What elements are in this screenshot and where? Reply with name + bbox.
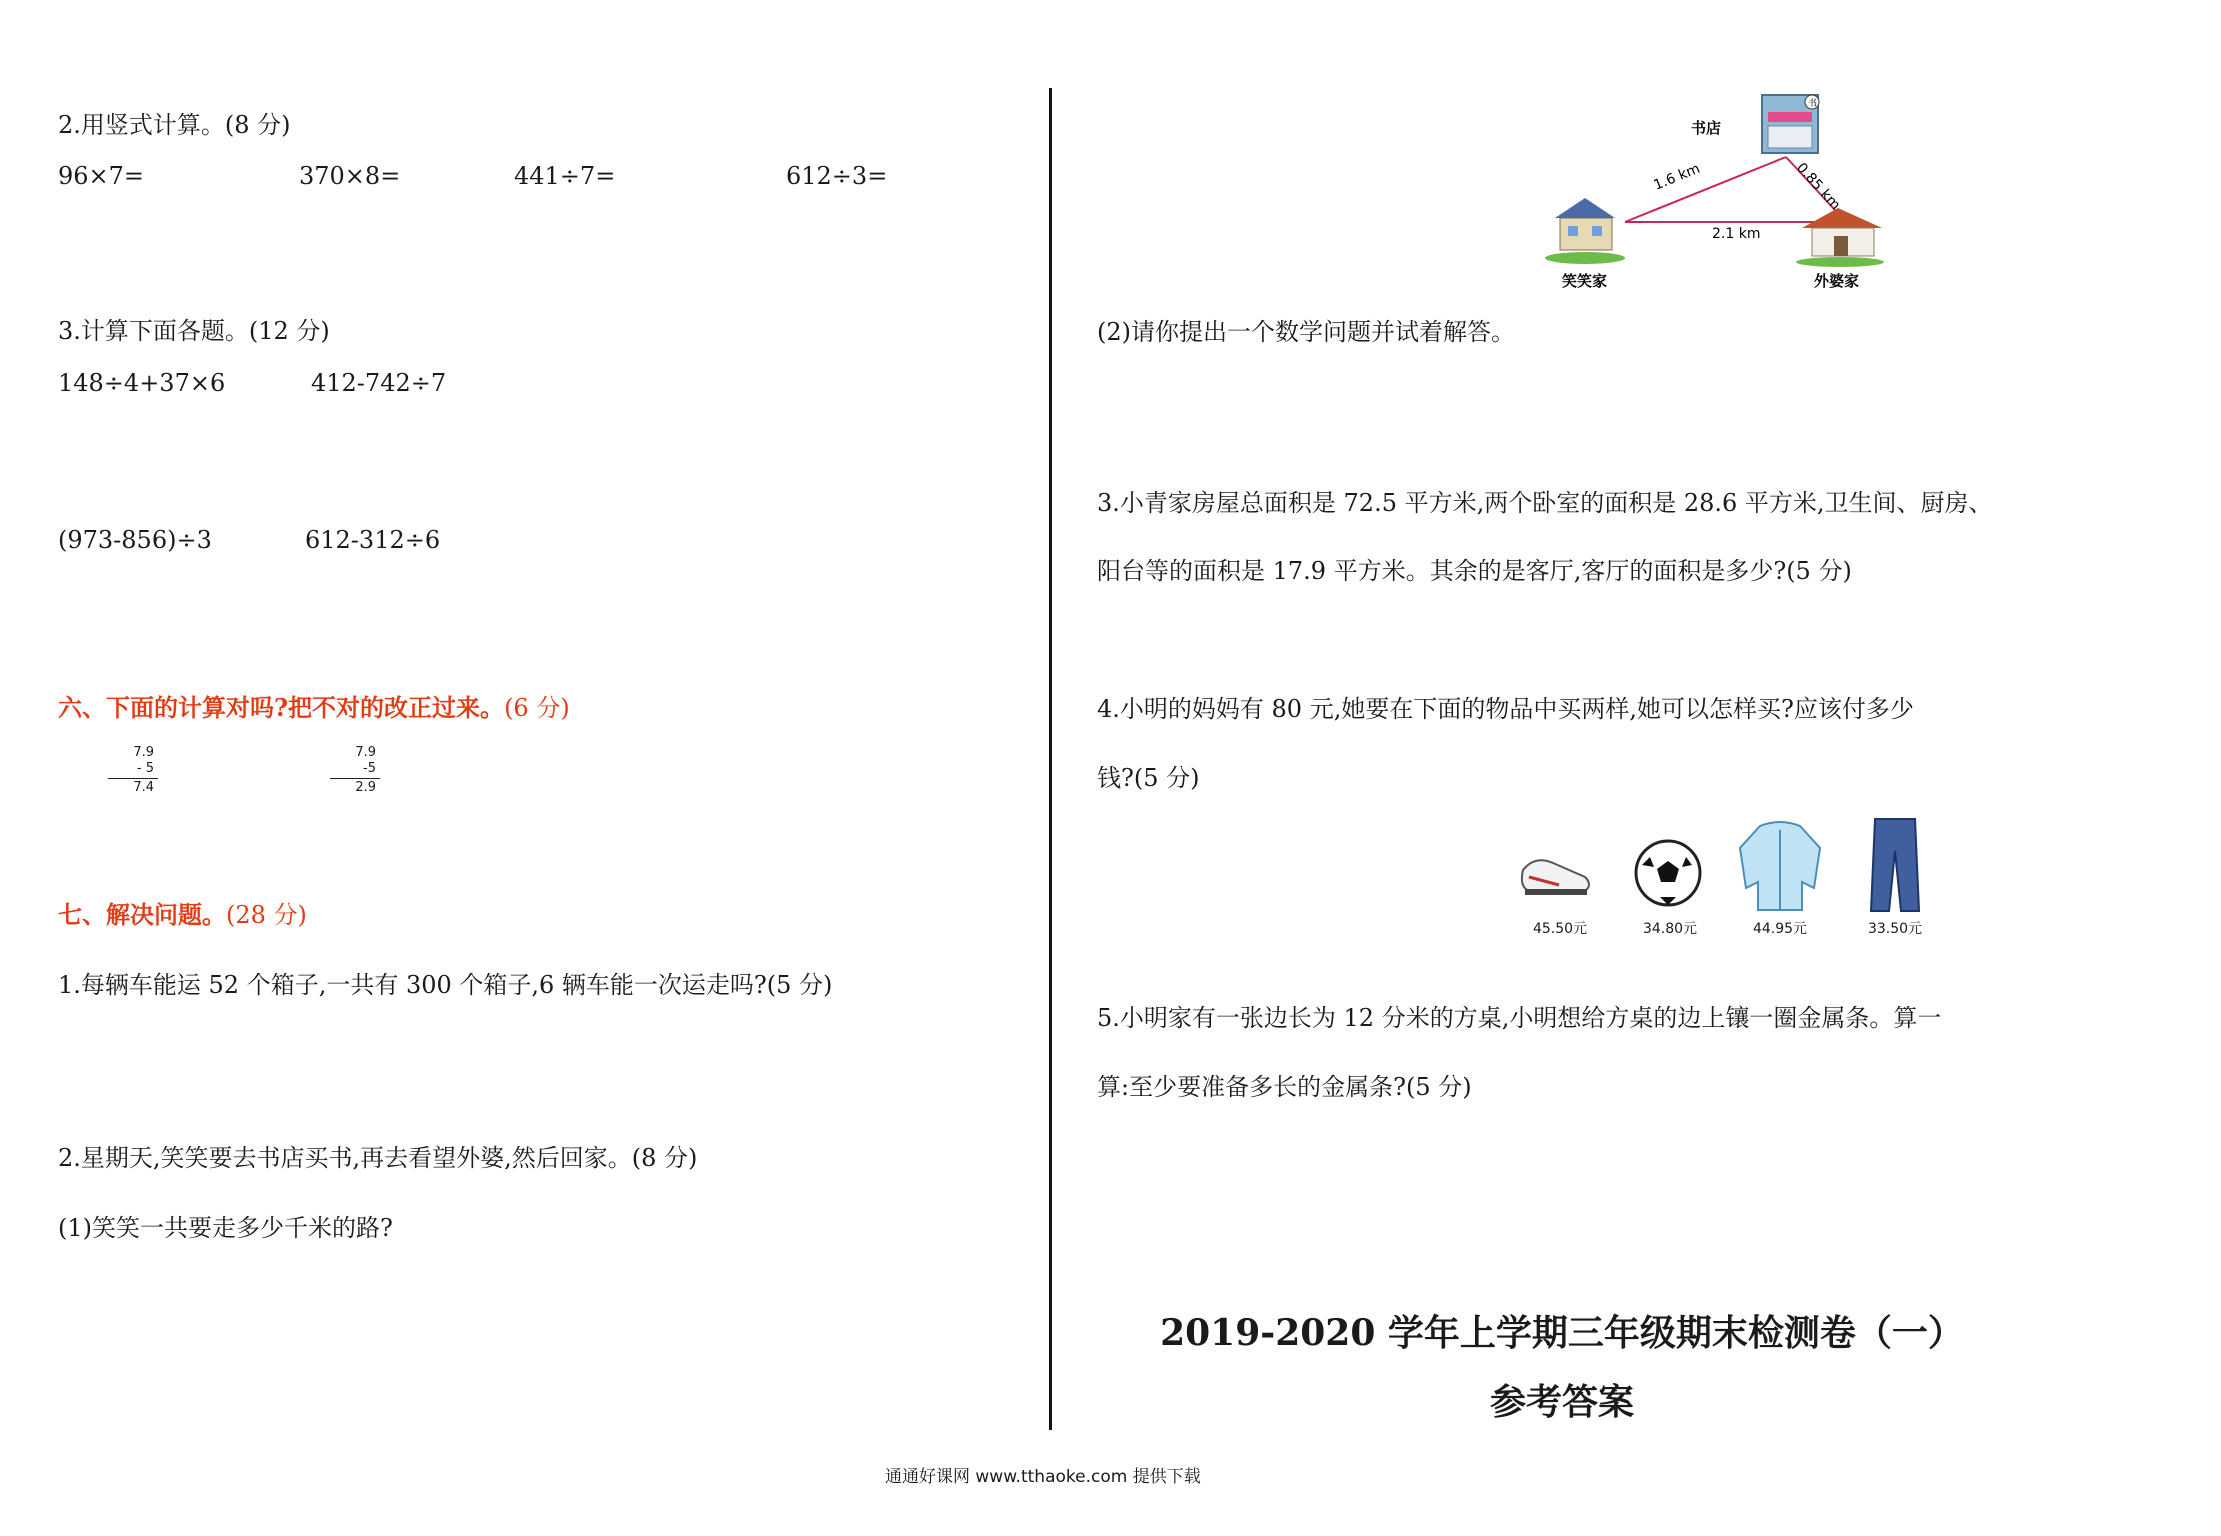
problem-2-part-1: (1)笑笑一共要走多少千米的路? (58, 1214, 393, 1242)
problem-3-line-2: 阳台等的面积是 17.9 平方米。其余的是客厅,客厅的面积是多少?(5 分) (1097, 557, 1852, 585)
distance-bookstore-grandma: 0.85 km (1793, 159, 1844, 214)
problem-2-part-2: (2)请你提出一个数学问题并试着解答。 (1097, 318, 1515, 346)
section-7-points: (28 分) (226, 901, 307, 929)
label-home: 笑笑家 (1562, 272, 1608, 290)
q2-item-2: 370×8= (299, 162, 401, 190)
q3-expr-3: (973-856)÷3 (58, 526, 212, 554)
calc1-line (108, 778, 158, 779)
vertical-calc-2 (330, 745, 380, 796)
bookstore-sign: 书 (1808, 99, 1818, 109)
footer-credit: 通通好课网 www.tthaoke.com 提供下载 (885, 1467, 1201, 1487)
problem-4-line-2: 钱?(5 分) (1097, 764, 1200, 792)
calc1-top: 7.9 (133, 745, 154, 760)
calc2-sub: -5 (363, 761, 376, 776)
problem-1: 1.每辆车能运 52 个箱子,一共有 300 个箱子,6 辆车能一次运走吗?(5 分) (58, 971, 833, 999)
exam-title: 2019-2020 学年上学期三年级期末检测卷（一） (1160, 1312, 1964, 1354)
column-divider (1049, 88, 1052, 1430)
price-jeans: 33.50元 (1867, 921, 1923, 937)
label-bookstore: 书店 (1691, 119, 1722, 137)
football-image (1632, 835, 1712, 915)
label-grandma: 外婆家 (1814, 272, 1860, 290)
problem-4-line-1: 4.小明的妈妈有 80 元,她要在下面的物品中买两样,她可以怎样买?应该付多少 (1097, 695, 1914, 723)
vertical-calc-1 (108, 745, 158, 796)
jeans-image (1865, 815, 1925, 915)
section-6-heading (58, 693, 570, 723)
q2-item-3: 441÷7= (514, 162, 616, 190)
distance-map (1530, 90, 1890, 300)
q3-expr-2: 412-742÷7 (311, 369, 447, 397)
q3-expr-4: 612-312÷6 (305, 526, 441, 554)
home-icon (1545, 198, 1625, 264)
jacket-image (1730, 818, 1830, 918)
q2-item-1: 96×7= (58, 162, 145, 190)
section-7-heading (58, 900, 307, 930)
distance-home-bookstore: 1.6 km (1651, 160, 1703, 194)
problem-5-line-1: 5.小明家有一张边长为 12 分米的方桌,小明想给方桌的边上镶一圈金属条。算一 (1097, 1004, 1942, 1032)
problem-2: 2.星期天,笑笑要去书店买书,再去看望外婆,然后回家。(8 分) (58, 1144, 698, 1172)
section-6-title: 六、下面的计算对吗?把不对的改正过来。 (58, 693, 505, 722)
price-jacket: 44.95元 (1752, 921, 1808, 937)
bookstore-icon (1762, 95, 1819, 153)
q3-title: 3.计算下面各题。(12 分) (58, 317, 330, 345)
grandma-house-icon (1796, 208, 1884, 267)
distance-home-grandma: 2.1 km (1712, 226, 1761, 242)
calc1-sub: - 5 (136, 761, 154, 776)
q3-expr-1: 148÷4+37×6 (58, 369, 226, 397)
calc2-top: 7.9 (355, 745, 376, 760)
q2-item-4: 612÷3= (786, 162, 888, 190)
section-7-title: 七、解决问题。 (58, 900, 226, 929)
calc2-result: 2.9 (355, 780, 376, 795)
problem-5-line-2: 算:至少要准备多长的金属条?(5 分) (1097, 1073, 1472, 1101)
q2-title: 2.用竖式计算。(8 分) (58, 111, 291, 139)
line-home-bookstore (1625, 157, 1786, 222)
answer-key-title: 参考答案 (1489, 1381, 1634, 1423)
calc2-line (330, 778, 380, 779)
price-football: 34.80元 (1642, 921, 1698, 937)
section-6-points: (6 分) (504, 694, 570, 722)
calc1-result: 7.4 (133, 780, 154, 795)
sneaker-image (1515, 815, 1595, 915)
problem-3-line-1: 3.小青家房屋总面积是 72.5 平方米,两个卧室的面积是 28.6 平方米,卫生间、厨房、 (1097, 489, 1993, 517)
price-sneakers: 45.50元 (1532, 921, 1588, 937)
